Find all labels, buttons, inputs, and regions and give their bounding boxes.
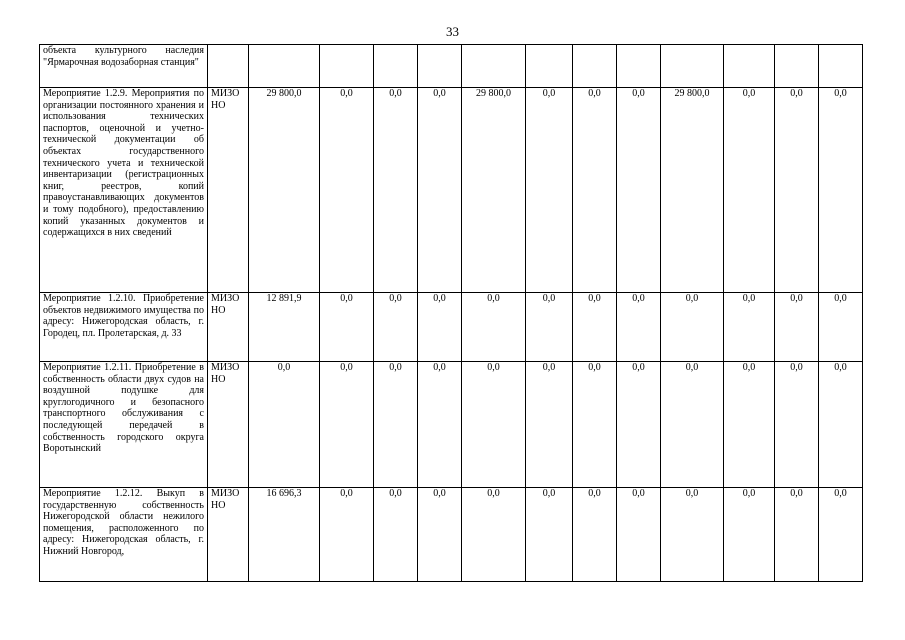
value-cell: 0,0 <box>775 88 819 293</box>
value-cell: 0,0 <box>462 293 526 362</box>
budget-table <box>39 44 863 582</box>
value-cell <box>249 45 320 88</box>
responsible-org: МИЗО НО <box>208 362 249 488</box>
value-cell: 0,0 <box>320 362 374 488</box>
value-cell: 0,0 <box>661 293 724 362</box>
value-cell: 0,0 <box>724 293 775 362</box>
value-cell <box>526 45 573 88</box>
value-cell: 0,0 <box>374 88 418 293</box>
measure-description: Мероприятие 1.2.11. Приобретение в собственность области двух судов на воздушной подушке для круглогодичного и безопасного транспортного обслуживания с последующей передачей в собственность городского округа Воротынский <box>40 362 208 488</box>
measure-description: Мероприятие 1.2.10. Приобретение объектов недвижимого имущества по адресу: Нижегородская область, г. Городец, пл. Пролетарская, д. 33 <box>40 293 208 362</box>
value-cell <box>462 45 526 88</box>
value-cell: 0,0 <box>374 362 418 488</box>
value-cell: 0,0 <box>418 88 462 293</box>
value-cell <box>374 45 418 88</box>
responsible-org <box>208 45 249 88</box>
page-number: 33 <box>446 24 459 39</box>
value-cell: 0,0 <box>775 362 819 488</box>
value-cell: 0,0 <box>775 488 819 582</box>
value-cell: 29 800,0 <box>249 88 320 293</box>
value-cell <box>819 45 863 88</box>
value-cell: 0,0 <box>775 293 819 362</box>
value-cell: 0,0 <box>526 362 573 488</box>
value-cell: 29 800,0 <box>661 88 724 293</box>
value-cell: 16 696,3 <box>249 488 320 582</box>
value-cell: 0,0 <box>249 362 320 488</box>
measure-description: Мероприятие 1.2.9. Мероприятия по организации постоянного хранения и использования технических паспортов, оценочной и учетно-технической документации об объектах государственного технического учета и технической инвентаризации (регистрационных книг, реестров, копий правоустанавливающих документов и тому подобного), предоставлению копий указанных документов и содержащихся в них сведений <box>40 88 208 293</box>
table-row <box>40 362 863 488</box>
table-body <box>40 45 863 582</box>
value-cell: 0,0 <box>462 362 526 488</box>
value-cell: 0,0 <box>462 488 526 582</box>
value-cell <box>418 45 462 88</box>
value-cell: 0,0 <box>418 362 462 488</box>
value-cell: 0,0 <box>320 488 374 582</box>
measure-description: объекта культурного наследия "Ярмарочная водозаборная станция" <box>40 45 208 88</box>
value-cell <box>573 45 617 88</box>
value-cell <box>617 45 661 88</box>
value-cell: 0,0 <box>819 362 863 488</box>
value-cell: 0,0 <box>724 362 775 488</box>
value-cell: 29 800,0 <box>462 88 526 293</box>
value-cell: 0,0 <box>526 488 573 582</box>
value-cell: 0,0 <box>617 488 661 582</box>
value-cell: 0,0 <box>374 488 418 582</box>
value-cell: 0,0 <box>526 88 573 293</box>
value-cell: 0,0 <box>418 293 462 362</box>
table-row <box>40 88 863 293</box>
value-cell <box>320 45 374 88</box>
value-cell: 12 891,9 <box>249 293 320 362</box>
value-cell: 0,0 <box>526 293 573 362</box>
value-cell: 0,0 <box>573 88 617 293</box>
value-cell: 0,0 <box>573 488 617 582</box>
responsible-org: МИЗО НО <box>208 488 249 582</box>
value-cell: 0,0 <box>819 88 863 293</box>
table-row <box>40 488 863 582</box>
value-cell: 0,0 <box>418 488 462 582</box>
value-cell <box>775 45 819 88</box>
responsible-org: МИЗО НО <box>208 293 249 362</box>
value-cell: 0,0 <box>819 488 863 582</box>
value-cell: 0,0 <box>617 293 661 362</box>
value-cell: 0,0 <box>724 488 775 582</box>
value-cell: 0,0 <box>724 88 775 293</box>
value-cell: 0,0 <box>320 88 374 293</box>
value-cell: 0,0 <box>819 293 863 362</box>
value-cell: 0,0 <box>320 293 374 362</box>
table-row <box>40 293 863 362</box>
value-cell <box>724 45 775 88</box>
value-cell: 0,0 <box>617 362 661 488</box>
responsible-org: МИЗО НО <box>208 88 249 293</box>
value-cell: 0,0 <box>661 362 724 488</box>
value-cell <box>661 45 724 88</box>
table-row <box>40 45 863 88</box>
value-cell: 0,0 <box>617 88 661 293</box>
value-cell: 0,0 <box>374 293 418 362</box>
value-cell: 0,0 <box>661 488 724 582</box>
value-cell: 0,0 <box>573 362 617 488</box>
value-cell: 0,0 <box>573 293 617 362</box>
measure-description: Мероприятие 1.2.12. Выкуп в государственную собственность Нижегородской области нежилого помещения, расположенного по адресу: Нижегородская область, г. Нижний Новгород, <box>40 488 208 582</box>
